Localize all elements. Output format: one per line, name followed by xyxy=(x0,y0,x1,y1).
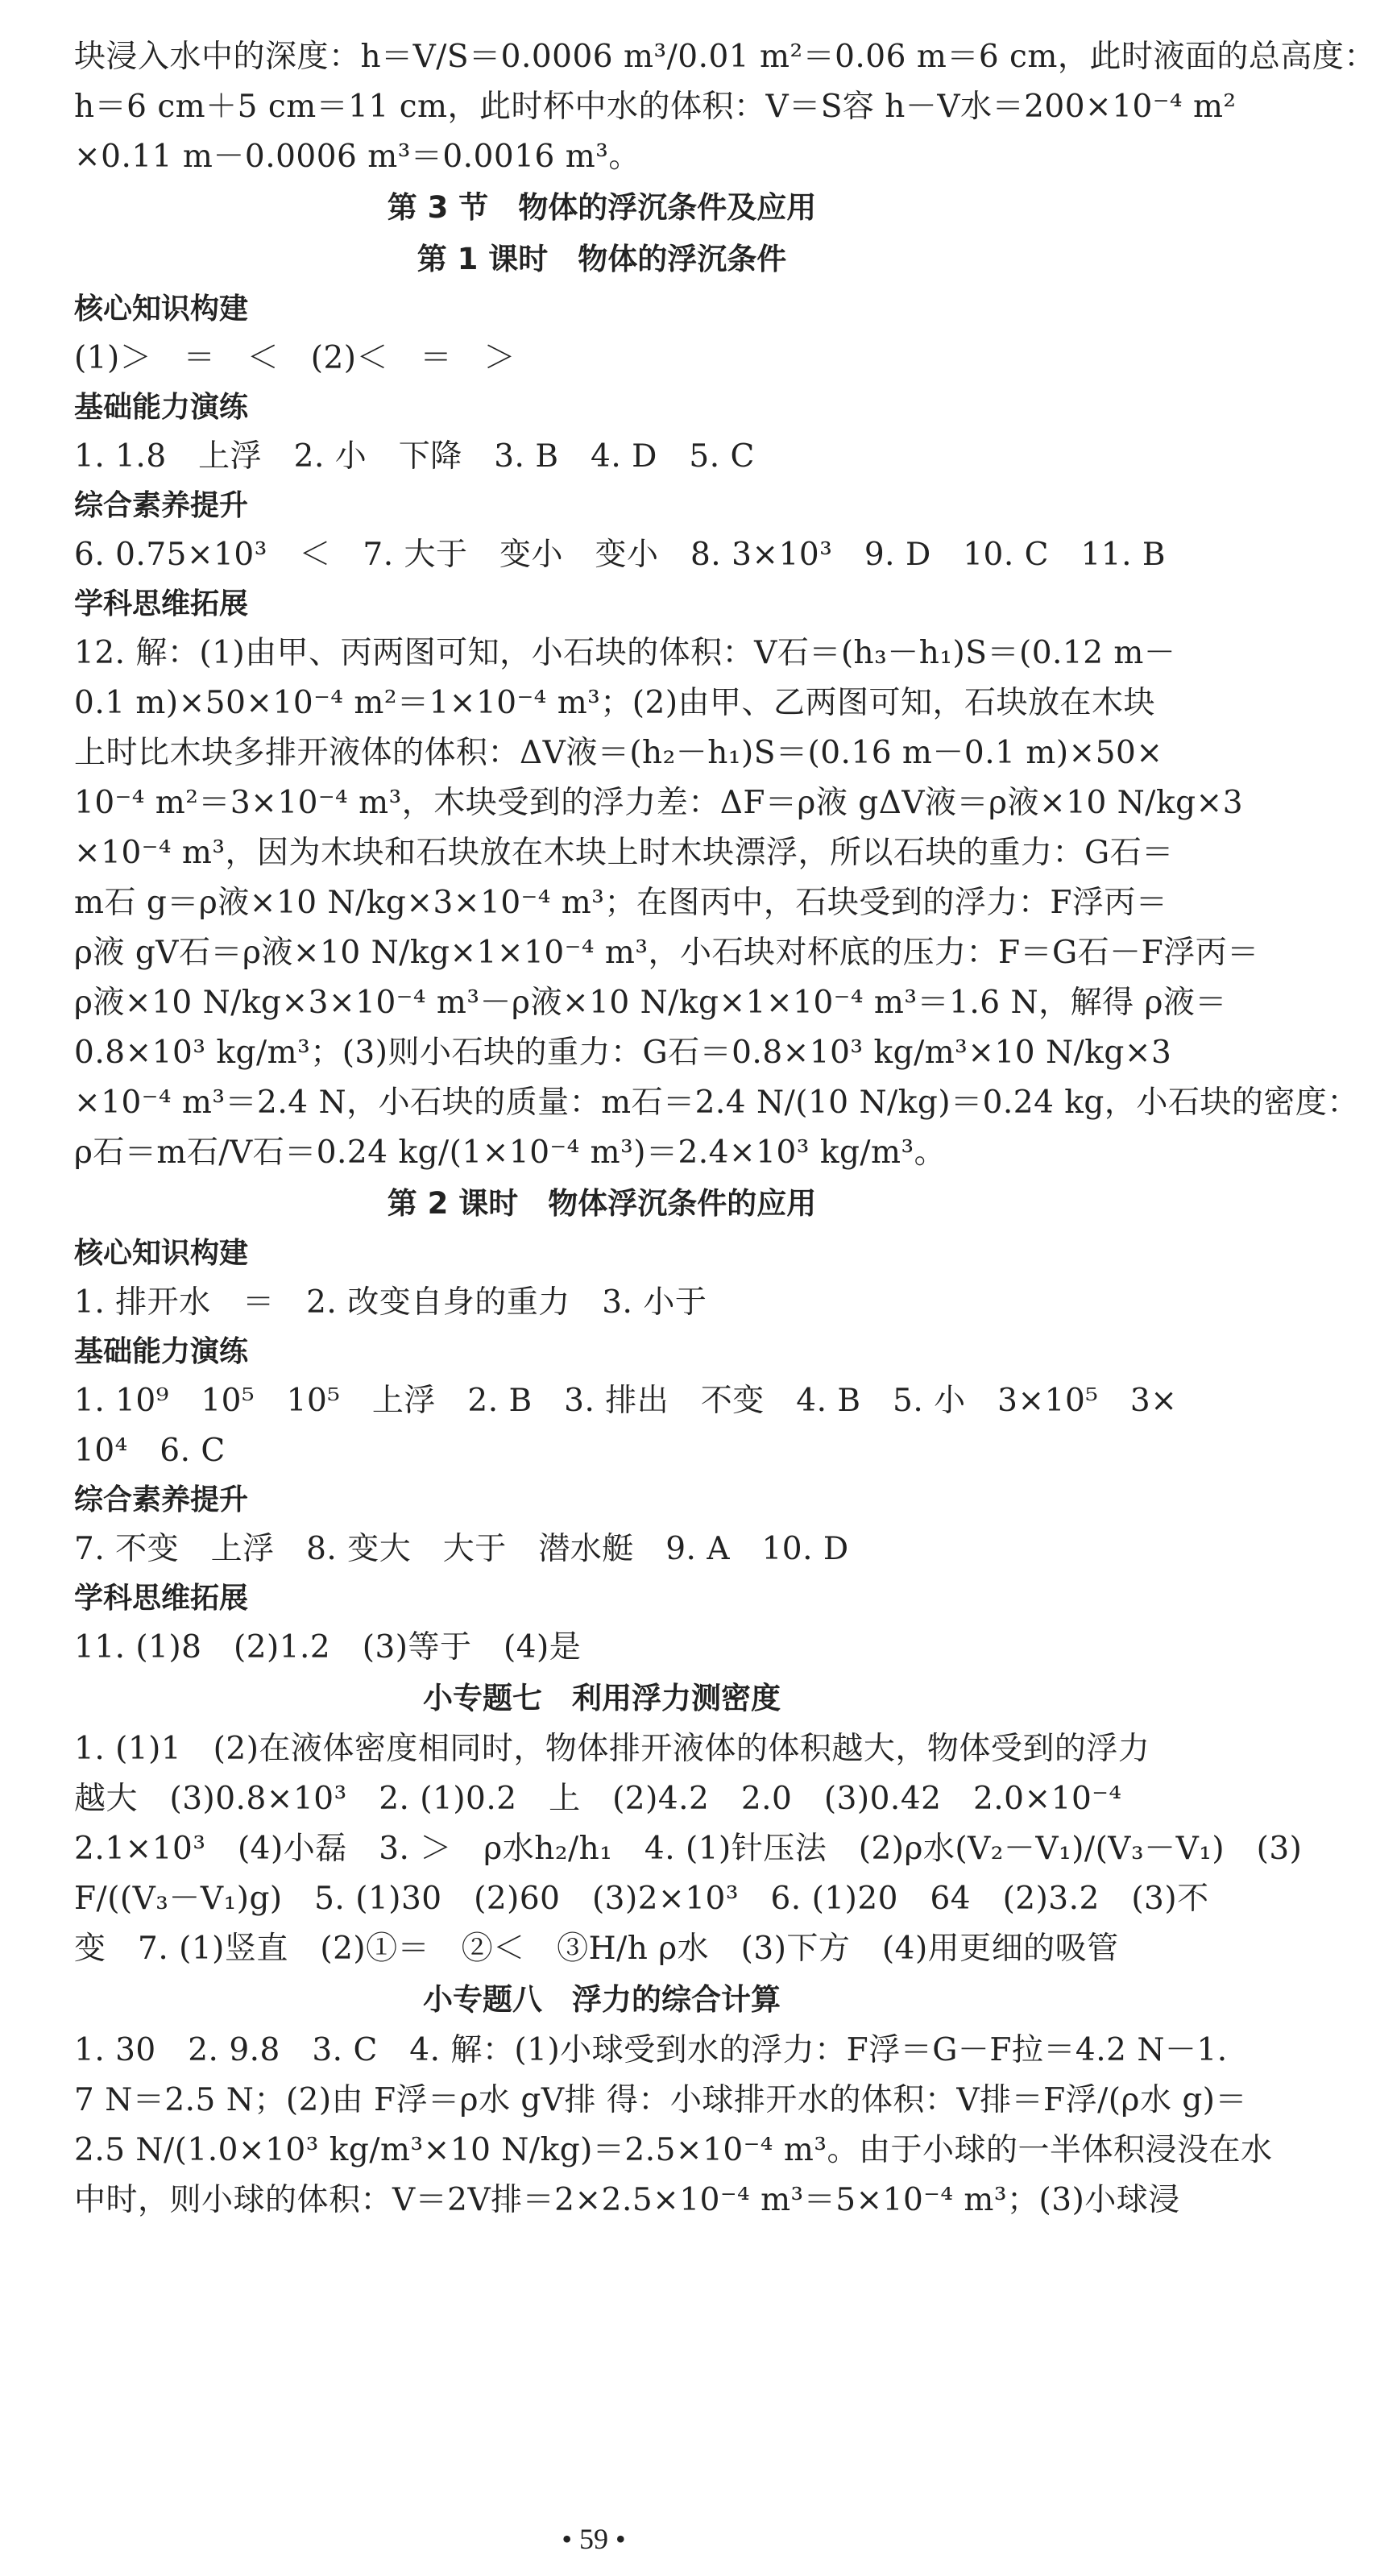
topic-7-title: 小专题七 利用浮力测密度 xyxy=(423,1681,781,1715)
page-number: • 59 • xyxy=(562,2523,626,2555)
q12-line: 0.1 m)×50×10⁻⁴ m²＝1×10⁻⁴ m³；(2)由甲、乙两图可知，石块放在木块 xyxy=(74,685,1156,721)
topic7-line: 2.1×10³ (4)小磊 3. ＞ ρ水h₂/h₁ 4. (1)针压法 (2)ρ水(V₂－V₁)/(V₃－V₁) (3) xyxy=(74,1831,1303,1867)
q12-line: 10⁻⁴ m²＝3×10⁻⁴ m³，木块受到的浮力差：ΔF＝ρ液 gΔV液＝ρ液×10 N/kg×3 xyxy=(74,785,1244,821)
basic-ability-answers: 1. 1.8 上浮 2. 小 下降 3. B 4. D 5. C xyxy=(74,438,755,475)
lesson-1-title: 第 1 课时 物体的浮沉条件 xyxy=(417,242,787,276)
thinking-extension-label: 学科思维拓展 xyxy=(74,1582,249,1615)
topic7-line: F/((V₃－V₁)g) 5. (1)30 (2)60 (3)2×10³ 6. (1)20 64 (2)3.2 (3)不 xyxy=(74,1881,1209,1917)
q12-line: ρ石＝m石/V石＝0.24 kg/(1×10⁻⁴ m³)＝2.4×10³ kg/m³。 xyxy=(74,1135,947,1171)
q12-line: ×10⁻⁴ m³＝2.4 N，小石块的质量：m石＝2.4 N/(10 N/kg)＝0.24 kg，小石块的密度： xyxy=(74,1085,1359,1121)
thinking-extension-answers: 11. (1)8 (2)1.2 (3)等于 (4)是 xyxy=(74,1629,582,1665)
topic8-line: 中时，则小球的体积：V＝2V排＝2×2.5×10⁻⁴ m³＝5×10⁻⁴ m³；(3)小球浸 xyxy=(74,2182,1180,2218)
core-knowledge-answers: 1. 排开水 ＝ 2. 改变自身的重力 3. 小于 xyxy=(74,1284,707,1321)
core-knowledge-label: 核心知识构建 xyxy=(74,292,249,326)
answer-page xyxy=(74,32,1376,2225)
core-knowledge-answers: (1)＞ ＝ ＜ (2)＜ ＝ ＞ xyxy=(74,340,516,376)
topic-8-title: 小专题八 浮力的综合计算 xyxy=(423,1982,781,2017)
basic-ability-answers: 10⁴ 6. C xyxy=(74,1433,226,1469)
comprehensive-label: 综合素养提升 xyxy=(74,489,249,522)
basic-ability-answers: 1. 10⁹ 10⁵ 10⁵ 上浮 2. B 3. 排出 不变 4. B 5. 小 3×10⁵ 3× xyxy=(74,1383,1178,1419)
topic7-line: 越大 (3)0.8×10³ 2. (1)0.2 上 (2)4.2 2.0 (3)0.42 2.0×10⁻⁴ xyxy=(74,1781,1122,1817)
core-knowledge-label: 核心知识构建 xyxy=(74,1237,249,1270)
q12-line: 上时比木块多排开液体的体积：ΔV液＝(h₂－h₁)S＝(0.16 m－0.1 m)×50× xyxy=(74,735,1163,771)
comprehensive-label: 综合素养提升 xyxy=(74,1483,249,1516)
comprehensive-answers: 6. 0.75×10³ ＜ 7. 大于 变小 变小 8. 3×10³ 9. D 10. C 11. B xyxy=(74,537,1167,573)
q12-line: 0.8×10³ kg/m³；(3)则小石块的重力：G石＝0.8×10³ kg/m³×10 N/kg×3 xyxy=(74,1035,1172,1071)
topic8-line: 2.5 N/(1.0×10³ kg/m³×10 N/kg)＝2.5×10⁻⁴ m³。由于小球的一半体积浸没在水 xyxy=(74,2132,1273,2168)
topic8-line: 1. 30 2. 9.8 3. C 4. 解：(1)小球受到水的浮力：F浮＝G－F拉＝4.2 N－1. xyxy=(74,2032,1228,2068)
q12-line: ρ液 gV石＝ρ液×10 N/kg×1×10⁻⁴ m³，小石块对杯底的压力：F＝G石－F浮丙＝ xyxy=(74,935,1259,971)
topic8-line: 7 N＝2.5 N；(2)由 F浮＝ρ水 gV排 得：小球排开水的体积：V排＝F浮/(ρ水 g)＝ xyxy=(74,2082,1248,2118)
topic7-line: 变 7. (1)竖直 (2)①＝ ②＜ ③H/h ρ水 (3)下方 (4)用更细的吸管 xyxy=(74,1931,1119,1967)
basic-ability-label: 基础能力演练 xyxy=(74,1335,249,1368)
text-line: 块浸入水中的深度：h＝V/S＝0.0006 m³/0.01 m²＝0.06 m＝6 cm，此时液面的总高度： xyxy=(74,39,1376,75)
basic-ability-label: 基础能力演练 xyxy=(74,391,249,424)
thinking-extension-label: 学科思维拓展 xyxy=(74,587,249,620)
text-line: h＝6 cm＋5 cm＝11 cm，此时杯中水的体积：V＝S容 h－V水＝200×10⁻⁴ m² xyxy=(74,89,1237,125)
section-3-title: 第 3 节 物体的浮沉条件及应用 xyxy=(387,190,817,225)
lesson-2-title: 第 2 课时 物体浮沉条件的应用 xyxy=(387,1186,817,1221)
text-line: ×0.11 m－0.0006 m³＝0.0016 m³。 xyxy=(74,139,640,175)
q12-line: m石 g＝ρ液×10 N/kg×3×10⁻⁴ m³；在图丙中，石块受到的浮力：F浮丙＝ xyxy=(74,885,1168,921)
comprehensive-answers: 7. 不变 上浮 8. 变大 大于 潜水艇 9. A 10. D xyxy=(74,1531,849,1567)
topic7-line: 1. (1)1 (2)在液体密度相同时，物体排开液体的体积越大，物体受到的浮力 xyxy=(74,1731,1150,1767)
q12-line: 12. 解：(1)由甲、丙两图可知，小石块的体积：V石＝(h₃－h₁)S＝(0.12 m－ xyxy=(74,635,1176,671)
q12-line: ρ液×10 N/kg×3×10⁻⁴ m³－ρ液×10 N/kg×1×10⁻⁴ m³＝1.6 N，解得 ρ液＝ xyxy=(74,985,1227,1021)
q12-line: ×10⁻⁴ m³，因为木块和石块放在木块上时木块漂浮，所以石块的重力：G石＝ xyxy=(74,835,1174,871)
